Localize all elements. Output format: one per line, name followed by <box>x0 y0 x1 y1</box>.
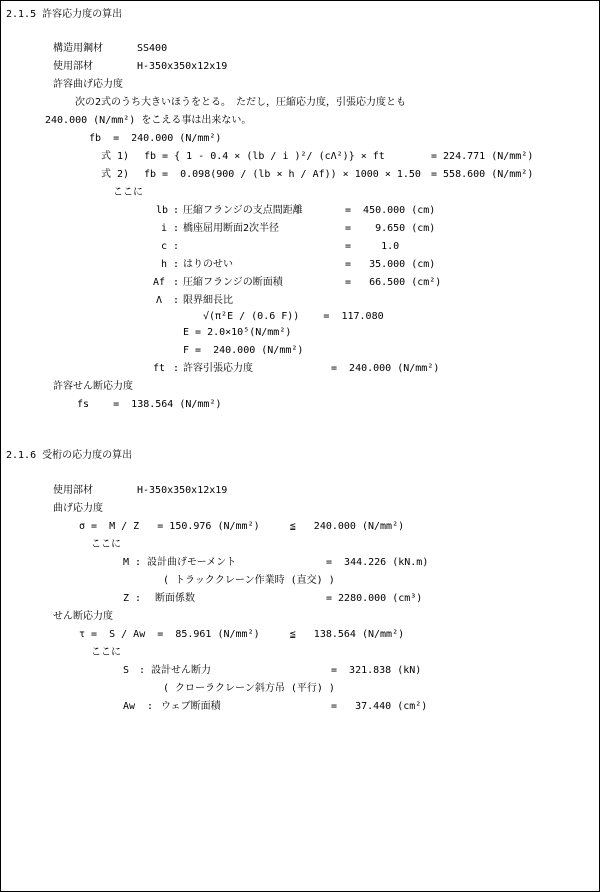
s-value: = 321.838 (kN) <box>331 665 422 676</box>
girder-member-value: H-350x350x12x19 <box>137 485 228 496</box>
def-lb-symbol: lb <box>156 205 169 216</box>
def-i-value: = 9.650 (cm) <box>345 223 436 234</box>
tau-line: τ = S / Aw = 85.961 (N/mm²) ≦ 138.564 (N/mm²) <box>79 629 405 640</box>
sigma-line: σ = M / Z = 150.976 (N/mm²) ≦ 240.000 (N/mm²) <box>79 521 405 532</box>
def-af-desc: 圧縮フランジの断面積 <box>183 277 283 288</box>
def-lambda-symbol: Λ <box>156 295 163 306</box>
def-i-desc: 橋座屈用断面2次半径 <box>183 223 280 234</box>
def-lambda-desc: 限界細長比 <box>183 295 233 306</box>
def-af-symbol: Af <box>153 277 166 288</box>
def-ft-value: = 240.000 (N/mm²) <box>331 363 440 374</box>
s-desc: 設計せん断力 <box>151 665 211 676</box>
calculation-document-page: 2.1.5 許容応力度の算出 構造用鋼材 SS400 使用部材 H-350x350x12x19 許容曲げ応力度 次の2式のうち大きいほうをとる。 ただし，圧縮応力度，引張応力度とも 240.000 (N/mm²) をこえる事は出来ない。 fb = 240.000 (N/mm²) 式 1) fb = { 1 - 0.4 × (lb / i )²/ (cΛ²)} × ft = 224.771 (N/mm²) 式 2) fb = 0.098(900 / (lb × h / Af)) × 1000 × 1.50 = 558.600 (N/mm²) ここに lb : 圧縮フランジの支点間距離 = 450.000 (cm) i : 橋座屈用断面2次半径 = 9.650 (cm) c : = 1.0 h : はりのせい = 35.000 (cm) Af : 圧縮フランジの断面積 = 66.500 (cm²) Λ : 限界細長比 √(π²E / (0.6 F)) = 117.080 E = 2.0×10⁵(N/mm²) F = 240.000 (N/mm²) ft : 許容引張応力度 = 240.000 (N/mm²) 許容せん断応力度 fs = 138.564 (N/mm²) 2.1.6 受桁の応力度の算出 使用部材 H-350x350x12x19 曲げ応力度 σ = M / Z = 150.976 (N/mm²) ≦ 240.000 (N/mm²) ここに M : 設計曲げモーメント = 344.226 (kN.m) ( トラッククレーン作業時 (直交) ) Z : 断面係数 = 2280.000 (cm³) せん断応力度 τ = S / Aw = 85.961 (N/mm²) ≦ 138.564 (N/mm²) ここに S : 設計せん断力 = 321.838 (kN) ( クローラクレーン斜方吊 (平行) ) Aw : ウェブ断面積 = 37.440 (cm²) <box>0 0 600 892</box>
eq1-label: 式 1) <box>101 151 130 162</box>
def-i-symbol: i <box>161 223 168 234</box>
shear-stress-title: せん断応力度 <box>53 611 113 622</box>
member-value: H-350x350x12x19 <box>137 61 228 72</box>
m-note: ( トラッククレーン作業時 (直交) ) <box>163 575 335 586</box>
lambda-formula: √(π²E / (0.6 F)) = 117.080 <box>203 311 384 322</box>
material-label: 構造用鋼材 <box>53 43 103 54</box>
def-h-desc: はりのせい <box>183 259 233 270</box>
member-label: 使用部材 <box>53 61 93 72</box>
def-c-value: = 1.0 <box>345 241 400 252</box>
def-c-symbol: c <box>161 241 168 252</box>
bending-allowable-title: 許容曲げ応力度 <box>53 79 123 90</box>
section-heading-allowable-stress: 2.1.5 許容応力度の算出 <box>6 9 123 20</box>
def-ft-desc: 許容引張応力度 <box>183 363 253 374</box>
def-h-value: = 35.000 (cm) <box>345 259 436 270</box>
bending-intro-line1: 次の2式のうち大きいほうをとる。 ただし，圧縮応力度，引張応力度とも <box>75 97 407 108</box>
z-desc: 断面係数 <box>155 593 195 604</box>
z-symbol: Z <box>123 593 130 604</box>
aw-value: = 37.440 (cm²) <box>331 701 428 712</box>
aw-desc: ウェブ断面積 <box>161 701 221 712</box>
eq2-formula: fb = 0.098(900 / (lb × h / Af)) × 1000 × 1.50 <box>144 169 421 180</box>
eq2-result: = 558.600 (N/mm²) <box>431 169 534 180</box>
shear-allowable-title: 許容せん断応力度 <box>53 381 133 392</box>
e-value: E = 2.0×10⁵(N/mm²) <box>183 327 292 338</box>
def-h-symbol: h <box>161 259 168 270</box>
m-value: = 344.226 (kN.m) <box>326 557 429 568</box>
section-heading-girder-stress: 2.1.6 受桁の応力度の算出 <box>6 450 133 461</box>
eq1-formula: fb = { 1 - 0.4 × (lb / i )²/ (cΛ²)} × ft <box>144 151 385 162</box>
bending-intro-line2: 240.000 (N/mm²) をこえる事は出来ない。 <box>45 115 252 126</box>
girder-member-label: 使用部材 <box>53 485 93 496</box>
def-ft-symbol: ft <box>153 363 166 374</box>
f-value: F = 240.000 (N/mm²) <box>183 345 304 356</box>
eq1-result: = 224.771 (N/mm²) <box>431 151 534 162</box>
s-symbol: S <box>123 665 130 676</box>
s-note: ( クローラクレーン斜方吊 (平行) ) <box>163 683 335 694</box>
eq2-label: 式 2) <box>101 169 130 180</box>
m-desc: 設計曲げモーメント <box>147 557 237 568</box>
shear-where-label: ここに <box>91 647 121 658</box>
def-lb-desc: 圧縮フランジの支点間距離 <box>183 205 303 216</box>
m-symbol: M <box>123 557 130 568</box>
where-label: ここに <box>113 187 143 198</box>
def-af-value: = 66.500 (cm²) <box>345 277 442 288</box>
def-lb-value: = 450.000 (cm) <box>345 205 436 216</box>
aw-symbol: Aw <box>123 701 136 712</box>
material-value: SS400 <box>137 43 168 54</box>
fb-line: fb = 240.000 (N/mm²) <box>89 133 222 144</box>
fs-line: fs = 138.564 (N/mm²) <box>77 399 222 410</box>
z-value: = 2280.000 (cm³) <box>326 593 423 604</box>
bending-where-label: ここに <box>91 539 121 550</box>
bending-stress-title: 曲げ応力度 <box>53 503 103 514</box>
